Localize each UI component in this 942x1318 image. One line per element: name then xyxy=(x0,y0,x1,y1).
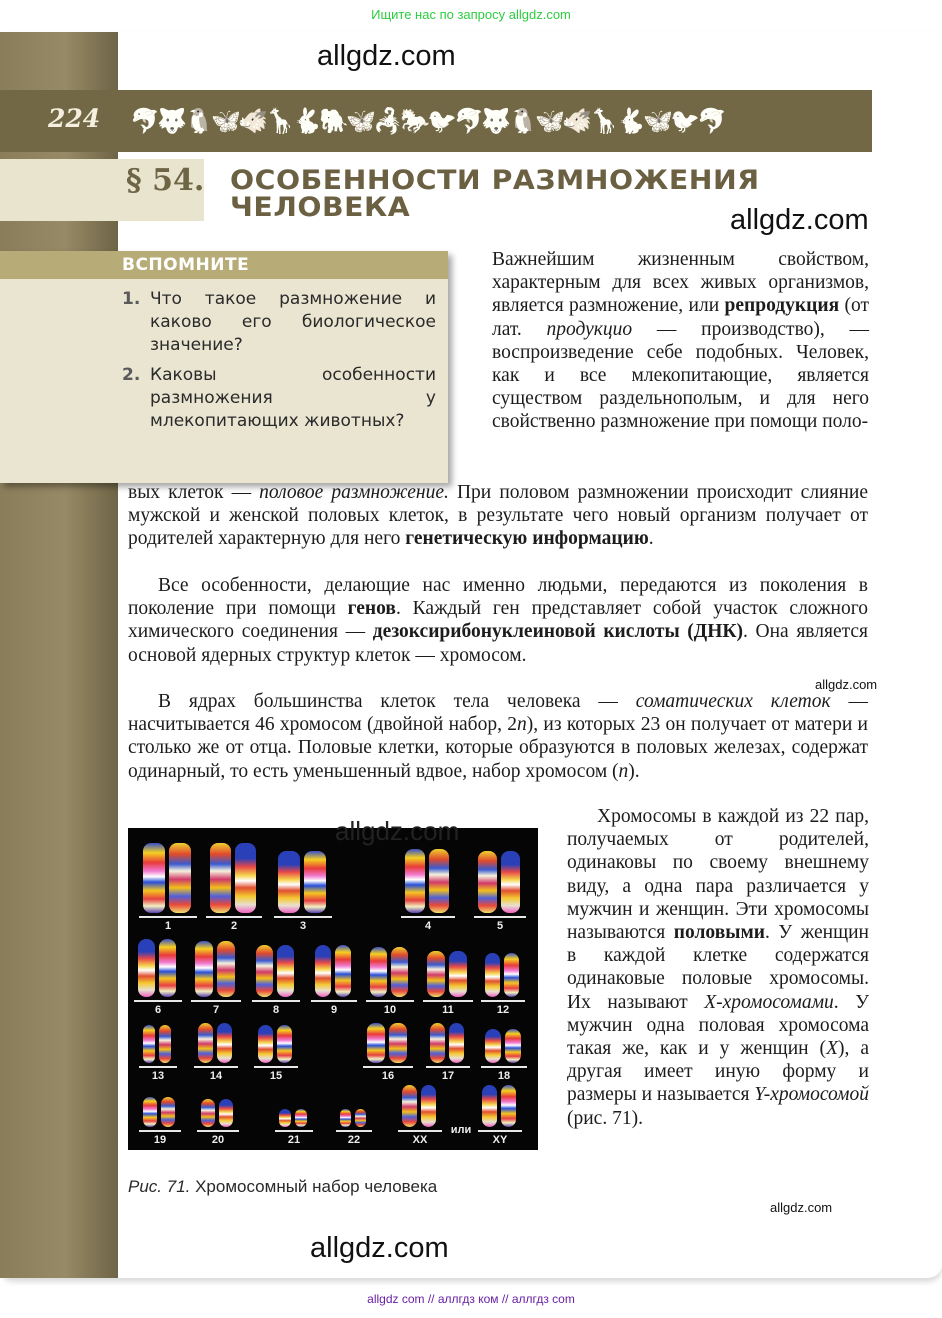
watermark xyxy=(335,816,459,830)
chromosome-label: 11 xyxy=(442,1004,454,1016)
animal-silhouette-icon: 🐧 xyxy=(184,108,214,135)
chromosome-label: 2 xyxy=(230,920,238,932)
text-run: Хромосомы в каждой из 22 пар, получаемых от родителей, одинаковы по своему внешнему виду, а одна пара различается у мужчин и женщин. Эти хромосомы называются xyxy=(567,806,869,944)
recall-heading: ВСПОМНИТЕ xyxy=(0,251,448,279)
section-title-line-1: ОСОБЕННОСТИ РАЗМНОЖЕНИЯ xyxy=(230,165,760,196)
baseline xyxy=(398,1130,442,1132)
text-run: В ядрах большинства клеток тела человека — xyxy=(158,691,636,712)
chromosome-label: 10 xyxy=(383,1004,397,1016)
text-run: репродукция xyxy=(724,295,840,317)
animal-silhouette-icon: 🐦 xyxy=(427,108,457,135)
baseline xyxy=(206,916,262,918)
chromosome xyxy=(210,843,231,913)
text-run: X xyxy=(826,1038,838,1060)
animal-silhouettes-strip xyxy=(130,102,727,140)
figure-caption xyxy=(128,1177,437,1197)
baseline xyxy=(275,1130,313,1132)
chromosome xyxy=(315,945,331,997)
chromosome-label: 9 xyxy=(330,1004,338,1016)
baseline xyxy=(194,1066,238,1068)
chromosome xyxy=(201,1099,215,1127)
chromosome xyxy=(217,941,235,997)
baseline xyxy=(426,1066,470,1068)
paragraph-2 xyxy=(128,574,868,667)
baseline xyxy=(197,1130,239,1132)
chromosome xyxy=(335,945,351,997)
watermark: allgdz.com xyxy=(770,1200,833,1215)
baseline xyxy=(139,1130,181,1132)
text-run: половое размножение. xyxy=(259,482,449,503)
baseline xyxy=(134,1000,182,1002)
animal-silhouette-icon: 🐗 xyxy=(238,108,268,135)
baseline xyxy=(423,1000,473,1002)
baseline xyxy=(481,1066,527,1068)
text-run: . xyxy=(648,528,654,550)
section-number: § 54. xyxy=(126,163,205,198)
chromosome xyxy=(143,843,165,913)
chromosome-label: 17 xyxy=(441,1070,455,1082)
chromosome xyxy=(485,1029,501,1063)
animal-silhouette-icon: 🦒 xyxy=(265,108,295,135)
text-run: — производство), — воспроизведение себе подобных. Человек, как и все млекопитающие, является существом раздельнополым, и для него свойственно размножение при помощи поло- xyxy=(492,318,869,433)
chromosome xyxy=(138,939,155,997)
baseline xyxy=(274,916,332,918)
text-run: Важнейшим жизненным свойством, характерным для всех живых организмов, является размножение, или xyxy=(492,249,869,317)
chromosome xyxy=(389,1023,407,1063)
text-run: При половом размножении происходит слияние мужской и женской половых клеток, в результате чего новый организм получает от родителей характерную для него xyxy=(128,482,868,550)
recall-box xyxy=(0,251,448,483)
animal-silhouette-icon: 🐇 xyxy=(616,108,646,135)
animal-silhouette-icon: 🐬 xyxy=(697,108,727,135)
chromosome xyxy=(235,843,256,913)
question-number: 1. xyxy=(122,289,141,309)
chromosome xyxy=(198,1023,213,1063)
chromosome-label: 14 xyxy=(209,1070,223,1082)
chromosome-label: 15 xyxy=(269,1070,283,1082)
footer-links[interactable]: allgdz com // аллгдз ком // аллгдз com xyxy=(367,1292,575,1306)
paragraph-1-intro xyxy=(492,248,869,434)
baseline xyxy=(401,916,455,918)
search-hint-banner: Ищите нас по запросу allgdz.com xyxy=(371,7,571,22)
chromosome xyxy=(304,851,326,913)
chromosome-label: 20 xyxy=(211,1134,225,1146)
chromosome xyxy=(402,1085,417,1127)
chromosome xyxy=(195,941,213,997)
chromosome-label: 5 xyxy=(496,920,504,932)
chromosome-label: 19 xyxy=(153,1134,167,1146)
text-run: половыми xyxy=(673,922,765,944)
text-run: (рис. 71). xyxy=(567,1107,643,1129)
text-run: — насчитывается 46 хромосом (двойной набор, 2 xyxy=(128,691,868,736)
watermark: allgdz.com xyxy=(310,1232,449,1264)
text-run: дезоксирибонуклеиновой кислоты (ДНК) xyxy=(372,621,744,643)
recall-question-2 xyxy=(122,364,448,433)
animal-silhouette-icon: 🐇 xyxy=(292,108,322,135)
animal-silhouette-icon: 🐺 xyxy=(481,108,511,135)
chromosome xyxy=(391,947,408,997)
chromosome xyxy=(355,1109,366,1127)
chromosome xyxy=(278,851,300,913)
section-title-line-2: ЧЕЛОВЕКА xyxy=(230,192,411,223)
text-run: . Она является основой ядерных структур клеток — хромосом. xyxy=(128,621,869,666)
text-run: вых клеток — xyxy=(128,482,260,503)
animal-silhouette-icon: 🦋 xyxy=(346,108,376,135)
chromosome xyxy=(256,945,273,997)
chromosome xyxy=(219,1099,233,1127)
animal-silhouette-icon: 🐦 xyxy=(670,108,700,135)
chromosome xyxy=(370,947,387,997)
text-run: X-хромосомами xyxy=(704,991,834,1013)
chromosome xyxy=(501,851,520,913)
text-run: продукцио xyxy=(546,318,633,340)
chromosome-label: 13 xyxy=(151,1070,165,1082)
animal-silhouette-icon: 🦒 xyxy=(589,108,619,135)
baseline xyxy=(366,1000,414,1002)
baseline xyxy=(254,1066,298,1068)
text-run: n xyxy=(517,714,527,736)
text-run: генов xyxy=(347,598,396,620)
figure-caption-text: Хромосомный набор человека xyxy=(190,1177,438,1196)
chromosome xyxy=(169,843,191,913)
animal-silhouette-icon: 🦋 xyxy=(535,108,565,135)
recall-question-1 xyxy=(122,288,448,357)
baseline xyxy=(311,1000,357,1002)
watermark: allgdz.com xyxy=(730,204,869,236)
chromosome-label: 22 xyxy=(347,1134,361,1146)
karyotype-figure xyxy=(128,828,538,1150)
baseline xyxy=(336,1130,372,1132)
baseline xyxy=(252,1000,300,1002)
baseline xyxy=(481,1000,525,1002)
chromosome xyxy=(295,1109,307,1127)
chromosome-label: 3 xyxy=(299,920,307,932)
chromosome xyxy=(427,951,445,997)
text-run: . У женщин в каждой клетке содержатся одинаковые половые хромосомы. Их называют xyxy=(567,922,869,1013)
chromosome xyxy=(277,945,294,997)
animal-silhouette-icon: 🦂 xyxy=(373,108,403,135)
chromosome xyxy=(405,849,425,913)
text-run: . У мужчин одна половая хромосома такая же, как и у женщин ( xyxy=(567,991,869,1060)
chromosome xyxy=(159,939,176,997)
chromosome xyxy=(279,1109,291,1127)
chromosome-label: 1 xyxy=(164,920,172,932)
chromosome xyxy=(340,1109,351,1127)
or-label: или xyxy=(450,1124,472,1136)
baseline xyxy=(478,1130,522,1132)
question-text: Что такое размножение и каково его биологическое значение? xyxy=(150,289,436,355)
chromosome xyxy=(478,851,497,913)
animal-silhouette-icon: 🦋 xyxy=(211,108,241,135)
figure-caption-number: Рис. 71. xyxy=(128,1177,191,1196)
text-run: ), из которых 23 он получает от матери и столько же от отца. Половые клетки, которые образуются в половых железах, содержат одинарный, то есть уменьшенный вдвое, набор хромосом ( xyxy=(128,714,868,782)
paragraph-3 xyxy=(128,690,868,783)
chromosome-label: 12 xyxy=(496,1004,510,1016)
chromosome xyxy=(161,1097,175,1127)
chromosome-label: XX xyxy=(412,1134,428,1146)
text-run: (от лат. xyxy=(492,295,869,340)
chromosome-label: 18 xyxy=(497,1070,511,1082)
text-run: n xyxy=(618,760,629,782)
animal-silhouette-icon: 🐎 xyxy=(400,108,430,135)
baseline xyxy=(474,916,526,918)
text-run: Все особенности, делающие нас именно людьми, передаются из поколения в поколение при помощи xyxy=(128,575,868,620)
textbook-page xyxy=(0,32,942,1278)
text-run: Y-хромосомой xyxy=(754,1084,869,1106)
watermark: allgdz.com xyxy=(815,677,878,692)
chromosome-label: 6 xyxy=(154,1004,162,1016)
animal-silhouette-icon: 🦋 xyxy=(643,108,673,135)
chromosome xyxy=(421,1085,436,1127)
text-run: ), а другая имеет иную форму и размеры и называется xyxy=(567,1038,869,1106)
chromosome xyxy=(449,951,467,997)
text-run: ). xyxy=(628,760,640,782)
animal-silhouette-icon: 🐗 xyxy=(562,108,592,135)
question-number: 2. xyxy=(122,365,141,385)
chromosome-label: 4 xyxy=(424,920,432,932)
chromosome xyxy=(504,953,519,997)
chromosome xyxy=(258,1025,273,1063)
animal-silhouette-icon: 🐬 xyxy=(130,108,160,135)
text-run: . Каждый ген представляет собой участок сложного химического соединения — xyxy=(128,598,868,643)
animal-silhouette-icon: 🐧 xyxy=(508,108,538,135)
animal-silhouette-icon: 🐘 xyxy=(319,108,349,135)
animal-silhouette-icon: 🐺 xyxy=(157,108,187,135)
chromosome xyxy=(501,1085,516,1127)
chromosome-label: 21 xyxy=(287,1134,301,1146)
watermark: allgdz.com xyxy=(317,40,456,72)
chromosome xyxy=(485,953,500,997)
chromosome xyxy=(277,1025,292,1063)
animal-silhouette-icon: 🐬 xyxy=(454,108,484,135)
chromosome xyxy=(217,1023,232,1063)
section-title xyxy=(230,167,760,221)
chromosome xyxy=(429,849,449,913)
chromosome xyxy=(143,1097,157,1127)
chromosome xyxy=(430,1023,445,1063)
baseline xyxy=(139,1066,177,1068)
chromosome-label: 16 xyxy=(381,1070,395,1082)
chromosome xyxy=(482,1085,497,1127)
text-run: соматических клеток xyxy=(635,691,831,712)
chromosome xyxy=(449,1023,464,1063)
chromosome-label: 8 xyxy=(272,1004,280,1016)
chromosome xyxy=(505,1029,521,1063)
chromosome xyxy=(143,1025,155,1063)
paragraph-4 xyxy=(567,805,869,1130)
paragraph-1-cont xyxy=(128,481,868,551)
baseline xyxy=(363,1066,413,1068)
baseline xyxy=(139,916,197,918)
baseline xyxy=(191,1000,241,1002)
question-text: Каковы особенности размножения у млекопитающих животных? xyxy=(150,365,436,431)
chromosome xyxy=(367,1023,385,1063)
chromosome-label: XY xyxy=(492,1134,508,1146)
text-run: генетическую информацию xyxy=(405,528,649,550)
page-header-bar xyxy=(0,90,872,152)
chromosome xyxy=(159,1025,171,1063)
page-number: 224 xyxy=(48,104,101,133)
chromosome-label: 7 xyxy=(212,1004,220,1016)
